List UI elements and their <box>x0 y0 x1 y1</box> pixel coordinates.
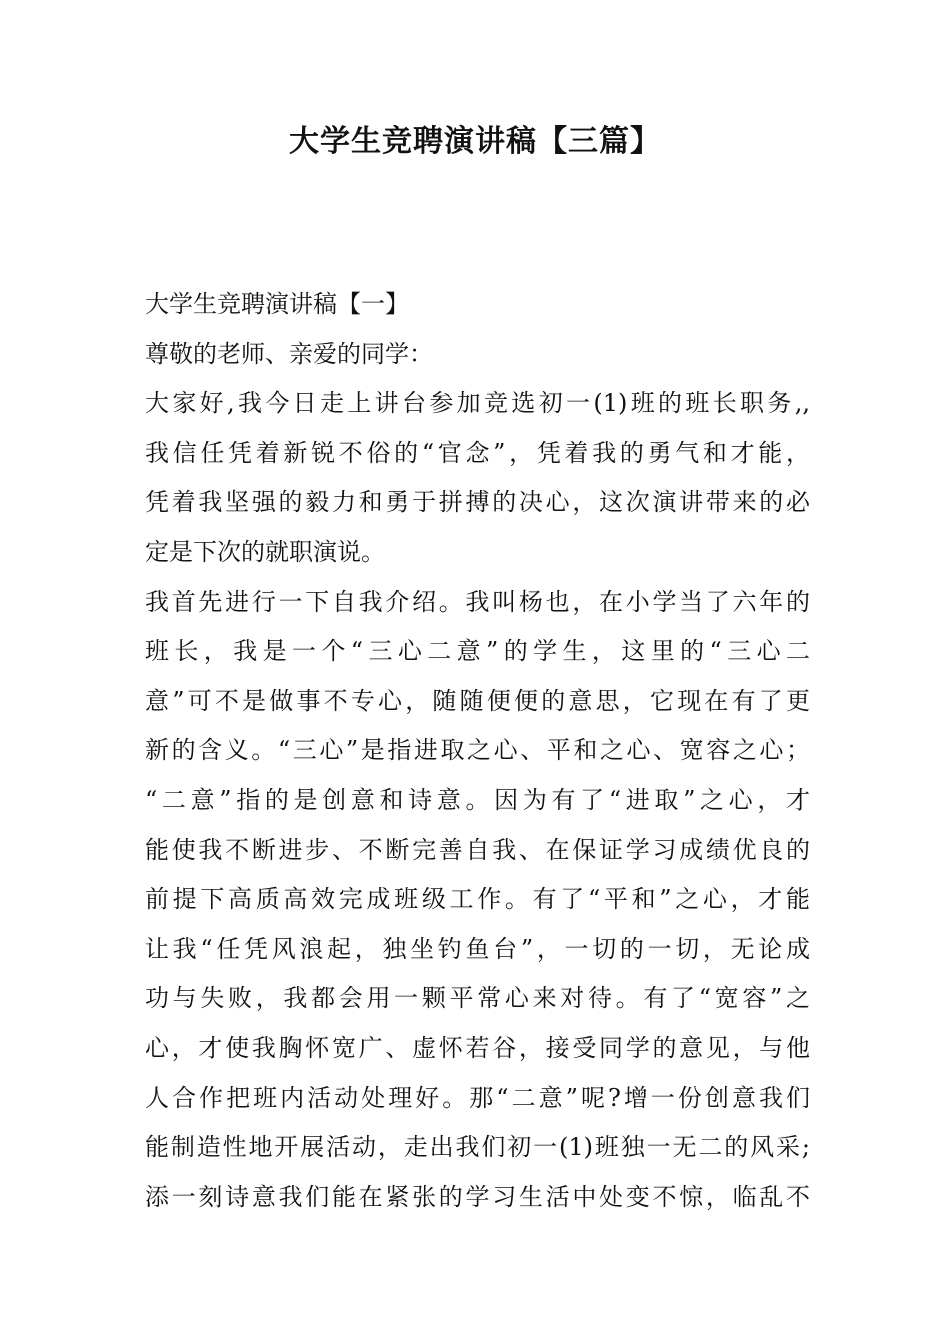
body-line: 定是下次的就职演说。 <box>145 537 385 566</box>
body-line: 能使我不断进步、不断完善自我、在保证学习成绩优良的 <box>145 835 810 864</box>
body-line: 添一刻诗意我们能在紧张的学习生活中处变不惊，临乱不 <box>145 1182 810 1211</box>
salutation-line: 尊敬的老师、亲爱的同学： <box>145 339 433 368</box>
body-line: 人合作把班内活动处理好。那“二意”呢?增一份创意我们 <box>145 1083 810 1112</box>
body-line: 我信任凭着新锐不俗的“官念”，凭着我的勇气和才能， <box>145 438 810 467</box>
body-line: 新的含义。“三心”是指进取之心、平和之心、宽容之心； <box>145 736 810 765</box>
body-line: 班长，我是一个“三心二意”的学生，这里的“三心二 <box>145 637 810 666</box>
body-line: 心，才使我胸怀宽广、虚怀若谷，接受同学的意见，与他 <box>145 1033 810 1062</box>
body-line: 凭着我坚强的毅力和勇于拼搏的决心，这次演讲带来的必 <box>145 488 810 517</box>
body-line: 前提下高质高效完成班级工作。有了“平和”之心，才能 <box>145 885 810 914</box>
section-heading: 大学生竞聘演讲稿【一】 <box>145 290 409 318</box>
body-line: 让我“任凭风浪起，独坐钓鱼台”，一切的一切，无论成 <box>145 934 810 963</box>
body-line: “二意”指的是创意和诗意。因为有了“进取”之心，才 <box>145 785 810 814</box>
body-line: 功与失败，我都会用一颗平常心来对待。有了“宽容”之 <box>145 984 810 1013</box>
body-line: 我首先进行一下自我介绍。我叫杨也，在小学当了六年的 <box>145 587 810 616</box>
document-title: 大学生竞聘演讲稿【三篇】 <box>289 124 661 159</box>
body-line: 意”可不是做事不专心，随随便便的意思，它现在有了更 <box>145 686 810 715</box>
document-body <box>145 280 810 1222</box>
body-line: 能制造性地开展活动，走出我们初一(1)班独一无二的风采; <box>145 1133 810 1162</box>
body-line: 大家好,我今日走上讲台参加竞选初一(1)班的班长职务,, <box>145 389 810 418</box>
